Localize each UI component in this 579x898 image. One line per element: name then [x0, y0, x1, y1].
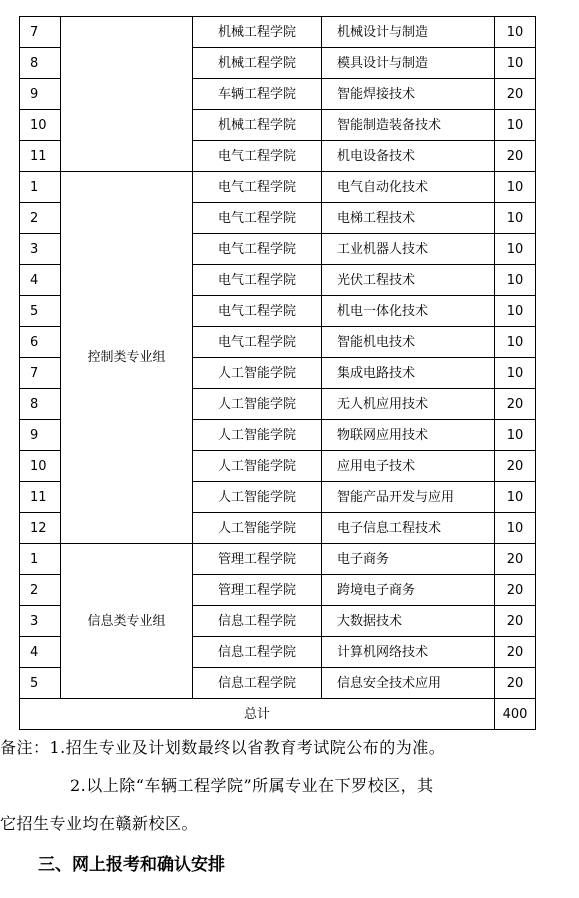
plan-count: 10 — [495, 358, 536, 389]
group-name: 控制类专业组 — [61, 172, 193, 544]
row-number: 5 — [20, 668, 61, 699]
plan-count: 10 — [495, 234, 536, 265]
plan-count: 20 — [495, 389, 536, 420]
college-name: 电气工程学院 — [193, 265, 322, 296]
major-name: 光伏工程技术 — [322, 265, 495, 296]
plan-count: 20 — [495, 451, 536, 482]
college-name: 电气工程学院 — [193, 203, 322, 234]
note-line-1: 备注：1.招生专业及计划数最终以省教育考试院公布的为准。 — [0, 738, 446, 757]
table-body — [20, 17, 536, 699]
plan-count: 10 — [495, 420, 536, 451]
major-name: 工业机器人技术 — [322, 234, 495, 265]
college-name: 人工智能学院 — [193, 513, 322, 544]
college-name: 信息工程学院 — [193, 637, 322, 668]
major-name: 集成电路技术 — [322, 358, 495, 389]
row-number: 8 — [20, 48, 61, 79]
row-number: 5 — [20, 296, 61, 327]
college-name: 电气工程学院 — [193, 296, 322, 327]
row-number: 4 — [20, 265, 61, 296]
college-name: 机械工程学院 — [193, 110, 322, 141]
plan-count: 20 — [495, 575, 536, 606]
plan-count: 20 — [495, 668, 536, 699]
row-number: 3 — [20, 606, 61, 637]
table-row — [20, 17, 536, 48]
major-name: 物联网应用技术 — [322, 420, 495, 451]
college-name: 机械工程学院 — [193, 48, 322, 79]
college-name: 电气工程学院 — [193, 327, 322, 358]
total-value: 400 — [495, 699, 536, 730]
major-name: 智能产品开发与应用 — [322, 482, 495, 513]
college-name: 人工智能学院 — [193, 358, 322, 389]
major-name: 智能制造装备技术 — [322, 110, 495, 141]
college-name: 车辆工程学院 — [193, 79, 322, 110]
college-name: 电气工程学院 — [193, 141, 322, 172]
enrollment-plan-table — [19, 16, 536, 730]
major-name: 机电设备技术 — [322, 141, 495, 172]
row-number: 6 — [20, 327, 61, 358]
plan-count: 10 — [495, 17, 536, 48]
major-name: 机电一体化技术 — [322, 296, 495, 327]
major-name: 大数据技术 — [322, 606, 495, 637]
row-number: 9 — [20, 420, 61, 451]
row-number: 10 — [20, 110, 61, 141]
row-number: 10 — [20, 451, 61, 482]
major-name: 智能机电技术 — [322, 327, 495, 358]
total-label: 总计 — [20, 699, 495, 730]
major-name: 计算机网络技术 — [322, 637, 495, 668]
college-name: 管理工程学院 — [193, 544, 322, 575]
major-name: 信息安全技术应用 — [322, 668, 495, 699]
row-number: 8 — [20, 389, 61, 420]
plan-count: 20 — [495, 544, 536, 575]
college-name: 电气工程学院 — [193, 234, 322, 265]
row-number: 7 — [20, 17, 61, 48]
major-name: 电子信息工程技术 — [322, 513, 495, 544]
plan-count: 10 — [495, 172, 536, 203]
plan-count: 20 — [495, 141, 536, 172]
major-name: 电梯工程技术 — [322, 203, 495, 234]
note-line-3: 它招生专业均在赣新校区。 — [0, 814, 199, 833]
row-number: 12 — [20, 513, 61, 544]
plan-count: 10 — [495, 48, 536, 79]
plan-count: 20 — [495, 606, 536, 637]
major-name: 跨境电子商务 — [322, 575, 495, 606]
college-name: 电气工程学院 — [193, 172, 322, 203]
college-name: 人工智能学院 — [193, 482, 322, 513]
plan-count: 10 — [495, 203, 536, 234]
plan-count: 20 — [495, 637, 536, 668]
plan-count: 10 — [495, 265, 536, 296]
section-heading: 三、网上报考和确认安排 — [38, 855, 225, 875]
row-number: 4 — [20, 637, 61, 668]
major-name: 电子商务 — [322, 544, 495, 575]
group-name — [61, 17, 193, 172]
row-number: 11 — [20, 482, 61, 513]
plan-count: 10 — [495, 327, 536, 358]
group-name: 信息类专业组 — [61, 544, 193, 699]
major-name: 电气自动化技术 — [322, 172, 495, 203]
major-name: 智能焊接技术 — [322, 79, 495, 110]
row-number: 1 — [20, 544, 61, 575]
plan-count: 10 — [495, 110, 536, 141]
total-row — [20, 699, 536, 730]
college-name: 信息工程学院 — [193, 668, 322, 699]
major-name: 机械设计与制造 — [322, 17, 495, 48]
plan-count: 20 — [495, 79, 536, 110]
major-name: 无人机应用技术 — [322, 389, 495, 420]
row-number: 11 — [20, 141, 61, 172]
college-name: 信息工程学院 — [193, 606, 322, 637]
plan-count: 10 — [495, 482, 536, 513]
table-row — [20, 544, 536, 575]
college-name: 人工智能学院 — [193, 420, 322, 451]
row-number: 7 — [20, 358, 61, 389]
major-name: 模具设计与制造 — [322, 48, 495, 79]
row-number: 2 — [20, 203, 61, 234]
major-name: 应用电子技术 — [322, 451, 495, 482]
row-number: 2 — [20, 575, 61, 606]
college-name: 人工智能学院 — [193, 451, 322, 482]
plan-count: 10 — [495, 296, 536, 327]
note-line-2: 2.以上除“车辆工程学院”所属专业在下罗校区，其 — [70, 776, 434, 795]
row-number: 3 — [20, 234, 61, 265]
row-number: 9 — [20, 79, 61, 110]
college-name: 管理工程学院 — [193, 575, 322, 606]
row-number: 1 — [20, 172, 61, 203]
table-row — [20, 172, 536, 203]
college-name: 人工智能学院 — [193, 389, 322, 420]
college-name: 机械工程学院 — [193, 17, 322, 48]
plan-count: 10 — [495, 513, 536, 544]
